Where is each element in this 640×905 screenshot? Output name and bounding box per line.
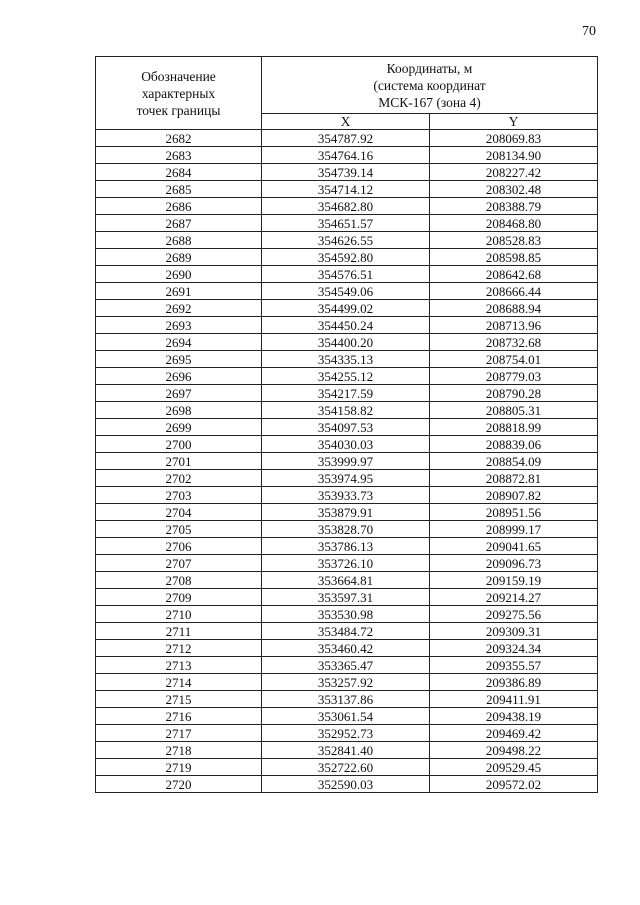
table-row [96,453,598,470]
table-row [96,402,598,419]
x-cell: 353257.92 [262,674,430,691]
table-row [96,368,598,385]
x-cell: 353061.54 [262,708,430,725]
point-id-cell: 2717 [96,725,262,742]
table-row [96,147,598,164]
point-id-cell: 2707 [96,555,262,572]
x-cell: 352722.60 [262,759,430,776]
point-id-cell: 2716 [96,708,262,725]
x-cell: 353726.10 [262,555,430,572]
y-cell: 209386.89 [430,674,598,691]
point-id-cell: 2712 [96,640,262,657]
y-cell: 208713.96 [430,317,598,334]
point-id-cell: 2697 [96,385,262,402]
y-cell: 209214.27 [430,589,598,606]
y-cell: 208872.81 [430,470,598,487]
y-cell: 209159.19 [430,572,598,589]
x-cell: 353137.86 [262,691,430,708]
y-cell: 208790.28 [430,385,598,402]
point-id-cell: 2683 [96,147,262,164]
table-row [96,776,598,793]
point-id-cell: 2709 [96,589,262,606]
x-cell: 354739.14 [262,164,430,181]
y-cell: 208818.99 [430,419,598,436]
point-id-cell: 2686 [96,198,262,215]
header-points [96,57,262,130]
y-cell: 208528.83 [430,232,598,249]
table-row [96,249,598,266]
point-id-cell: 2687 [96,215,262,232]
y-cell: 209041.65 [430,538,598,555]
y-cell: 209529.45 [430,759,598,776]
coordinates-table [95,56,598,793]
point-id-cell: 2695 [96,351,262,368]
table-row [96,640,598,657]
y-cell: 208805.31 [430,402,598,419]
point-id-cell: 2714 [96,674,262,691]
x-cell: 353828.70 [262,521,430,538]
x-cell: 353597.31 [262,589,430,606]
y-cell: 208642.68 [430,266,598,283]
y-cell: 208666.44 [430,283,598,300]
x-cell: 354450.24 [262,317,430,334]
table-row [96,317,598,334]
y-cell: 209324.34 [430,640,598,657]
table-row [96,283,598,300]
x-cell: 354651.57 [262,215,430,232]
point-id-cell: 2706 [96,538,262,555]
x-cell: 352841.40 [262,742,430,759]
table-row [96,674,598,691]
x-cell: 354592.80 [262,249,430,266]
point-id-cell: 2690 [96,266,262,283]
header-points-line: характерных [141,85,216,101]
table-row [96,521,598,538]
point-id-cell: 2688 [96,232,262,249]
table-row [96,487,598,504]
page-number: 70 [582,24,596,39]
x-cell: 354217.59 [262,385,430,402]
header-coordinates-line: Координаты, м [386,60,473,76]
point-id-cell: 2705 [96,521,262,538]
table-row [96,538,598,555]
header-points-line: точек границы [136,102,221,118]
point-id-cell: 2701 [96,453,262,470]
y-cell: 209498.22 [430,742,598,759]
y-cell: 208598.85 [430,249,598,266]
x-cell: 353786.13 [262,538,430,555]
point-id-cell: 2715 [96,691,262,708]
y-cell: 208302.48 [430,181,598,198]
y-cell: 209438.19 [430,708,598,725]
x-cell: 353879.91 [262,504,430,521]
point-id-cell: 2718 [96,742,262,759]
x-cell: 353365.47 [262,657,430,674]
y-cell: 209411.91 [430,691,598,708]
x-cell: 354576.51 [262,266,430,283]
x-cell: 354626.55 [262,232,430,249]
x-cell: 353974.95 [262,470,430,487]
point-id-cell: 2684 [96,164,262,181]
point-id-cell: 2691 [96,283,262,300]
x-cell: 353530.98 [262,606,430,623]
table-row [96,215,598,232]
y-cell: 208388.79 [430,198,598,215]
point-id-cell: 2698 [96,402,262,419]
header-coordinates [262,57,598,114]
point-id-cell: 2685 [96,181,262,198]
x-cell: 352590.03 [262,776,430,793]
y-cell: 208839.06 [430,436,598,453]
x-cell: 354764.16 [262,147,430,164]
point-id-cell: 2696 [96,368,262,385]
table-row [96,623,598,640]
header-coordinates-line: МСК-167 (зона 4) [378,94,481,110]
table-row [96,725,598,742]
x-cell: 353933.73 [262,487,430,504]
table-row [96,708,598,725]
y-cell: 208468.80 [430,215,598,232]
table-row [96,589,598,606]
y-cell: 208134.90 [430,147,598,164]
y-cell: 208951.56 [430,504,598,521]
point-id-cell: 2693 [96,317,262,334]
table-row [96,555,598,572]
y-cell: 208069.83 [430,130,598,147]
header-points-line: Обозначение [141,68,216,84]
x-cell: 354714.12 [262,181,430,198]
y-cell: 208732.68 [430,334,598,351]
y-cell: 209469.42 [430,725,598,742]
header-y: Y [430,114,598,130]
table-row [96,385,598,402]
y-cell: 208688.94 [430,300,598,317]
y-cell: 208907.82 [430,487,598,504]
table-row [96,181,598,198]
header-coordinates-line: (система координат [373,77,486,93]
table-row [96,759,598,776]
table-row [96,470,598,487]
table-row [96,164,598,181]
header-x: X [262,114,430,130]
x-cell: 354682.80 [262,198,430,215]
point-id-cell: 2708 [96,572,262,589]
point-id-cell: 2710 [96,606,262,623]
table-row [96,198,598,215]
table-row [96,334,598,351]
x-cell: 353484.72 [262,623,430,640]
point-id-cell: 2702 [96,470,262,487]
table-row [96,691,598,708]
point-id-cell: 2720 [96,776,262,793]
x-cell: 354335.13 [262,351,430,368]
x-cell: 354030.03 [262,436,430,453]
x-cell: 354499.02 [262,300,430,317]
x-cell: 353664.81 [262,572,430,589]
table-row [96,657,598,674]
point-id-cell: 2694 [96,334,262,351]
x-cell: 354787.92 [262,130,430,147]
x-cell: 354255.12 [262,368,430,385]
y-cell: 209275.56 [430,606,598,623]
table-row [96,300,598,317]
y-cell: 209572.02 [430,776,598,793]
y-cell: 208999.17 [430,521,598,538]
point-id-cell: 2704 [96,504,262,521]
x-cell: 354400.20 [262,334,430,351]
point-id-cell: 2711 [96,623,262,640]
x-cell: 354158.82 [262,402,430,419]
table-row [96,130,598,147]
table-row [96,572,598,589]
table-row [96,504,598,521]
point-id-cell: 2692 [96,300,262,317]
x-cell: 353999.97 [262,453,430,470]
table-row [96,232,598,249]
table-row [96,606,598,623]
point-id-cell: 2700 [96,436,262,453]
table-row [96,436,598,453]
y-cell: 209309.31 [430,623,598,640]
x-cell: 352952.73 [262,725,430,742]
x-cell: 353460.42 [262,640,430,657]
table-row [96,266,598,283]
y-cell: 209096.73 [430,555,598,572]
table-row [96,419,598,436]
point-id-cell: 2682 [96,130,262,147]
x-cell: 354549.06 [262,283,430,300]
table-row [96,351,598,368]
point-id-cell: 2703 [96,487,262,504]
point-id-cell: 2699 [96,419,262,436]
point-id-cell: 2719 [96,759,262,776]
table-row [96,742,598,759]
x-cell: 354097.53 [262,419,430,436]
point-id-cell: 2689 [96,249,262,266]
y-cell: 208754.01 [430,351,598,368]
y-cell: 208779.03 [430,368,598,385]
y-cell: 209355.57 [430,657,598,674]
point-id-cell: 2713 [96,657,262,674]
y-cell: 208227.42 [430,164,598,181]
y-cell: 208854.09 [430,453,598,470]
